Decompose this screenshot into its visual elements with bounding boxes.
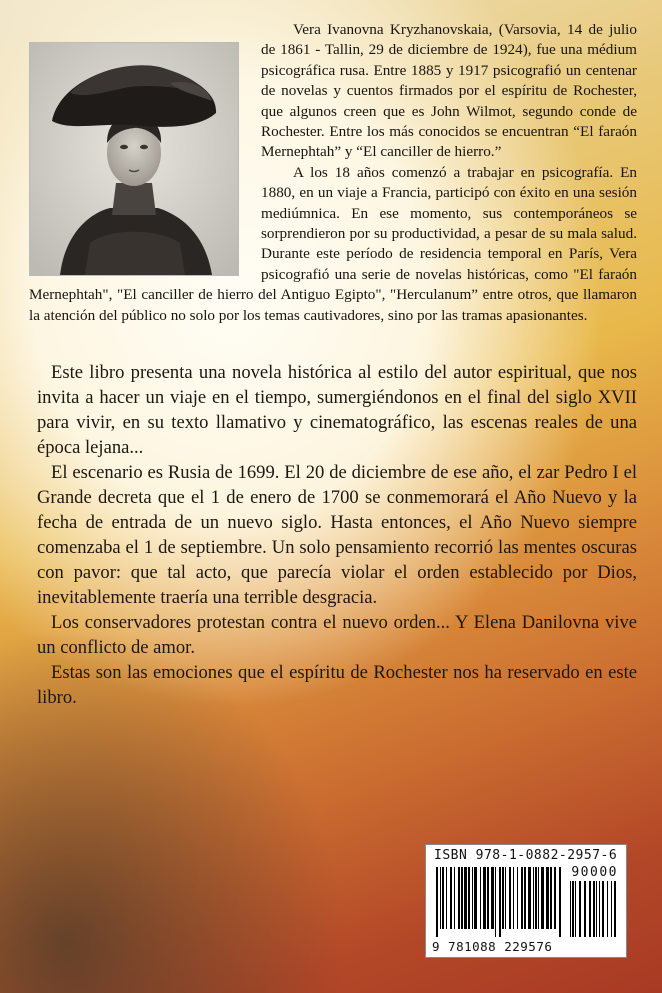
synopsis-paragraph-1: Este libro presenta una novela histórica al estilo del autor espiritual, que nos invita a hacer un viaje en el tiempo, sumergiéndonos en el final del siglo XVII para vivir, en su texto llamativo y cinematográfico, las escenas reales de una época lejana... <box>37 362 637 458</box>
bio-paragraph-1: Vera Ivanovna Kryzhanovskaia, (Varsovia, 14 de julio de 1861 - Tallin, 29 de diciembre de 1924), fue una médium psicográfica rusa. Entre 1885 y 1917 psicografió un centenar de novelas y cuentos firmados por el espíritu de Rochester, que algunos creen que es John Wilmot, segundo conde de Rochester. Entre los más conocidos se encuentran “El faraón Mernephtah” y “El canciller de hierro.” <box>261 21 637 161</box>
barcode-bars <box>432 867 622 939</box>
isbn-label: ISBN 978-1-0882-2957-6 <box>434 848 618 863</box>
addon-number: 90000 <box>571 865 618 880</box>
isbn-barcode <box>425 844 627 958</box>
synopsis-paragraph-2: El escenario es Rusia de 1699. El 20 de diciembre de ese año, el zar Pedro I el Grande decreta que el 1 de enero de 1700 se conmemorará el Año Nuevo y la fecha de entrada de un nuevo siglo. Hasta entonces, el Año Nuevo siempre comenzaba el 1 de septiembre. Un solo pensamiento recorrió las mentes oscuras con pavor: que tal acto, que parecía violar el orden establecido por Dios, inevitablemente traería una terrible desgracia. <box>37 462 637 608</box>
ean-number: 9 781088 229576 <box>432 939 553 954</box>
book-synopsis <box>37 360 637 710</box>
synopsis-paragraph-3: Los conservadores protestan contra el nuevo orden... Y Elena Danilovna vive un conflicto de amor. <box>37 612 637 658</box>
author-biography <box>29 20 637 326</box>
synopsis-paragraph-4: Estas son las emociones que el espíritu de Rochester nos ha reservado en este libro. <box>37 662 637 708</box>
bio-paragraph-2: A los 18 años comenzó a trabajar en psicografía. En 1880, en un viaje a Francia, participó con éxito en una sesión mediúmnica. En ese momento, sus contemporáneos se sorprendieron por su productividad, a pesar de su mala salud. Durante este período de residencia temporal en París, Vera psicografió una serie de novelas históricas, como "El faraón Mernephtah", "El canciller de hierro del Antiguo Egipto", "Herculanum” entre otros, que llamaron la atención del público no solo por los temas cautivadores, sino por las tramas apasionantes. <box>29 163 637 324</box>
photo-spacer <box>29 20 249 278</box>
